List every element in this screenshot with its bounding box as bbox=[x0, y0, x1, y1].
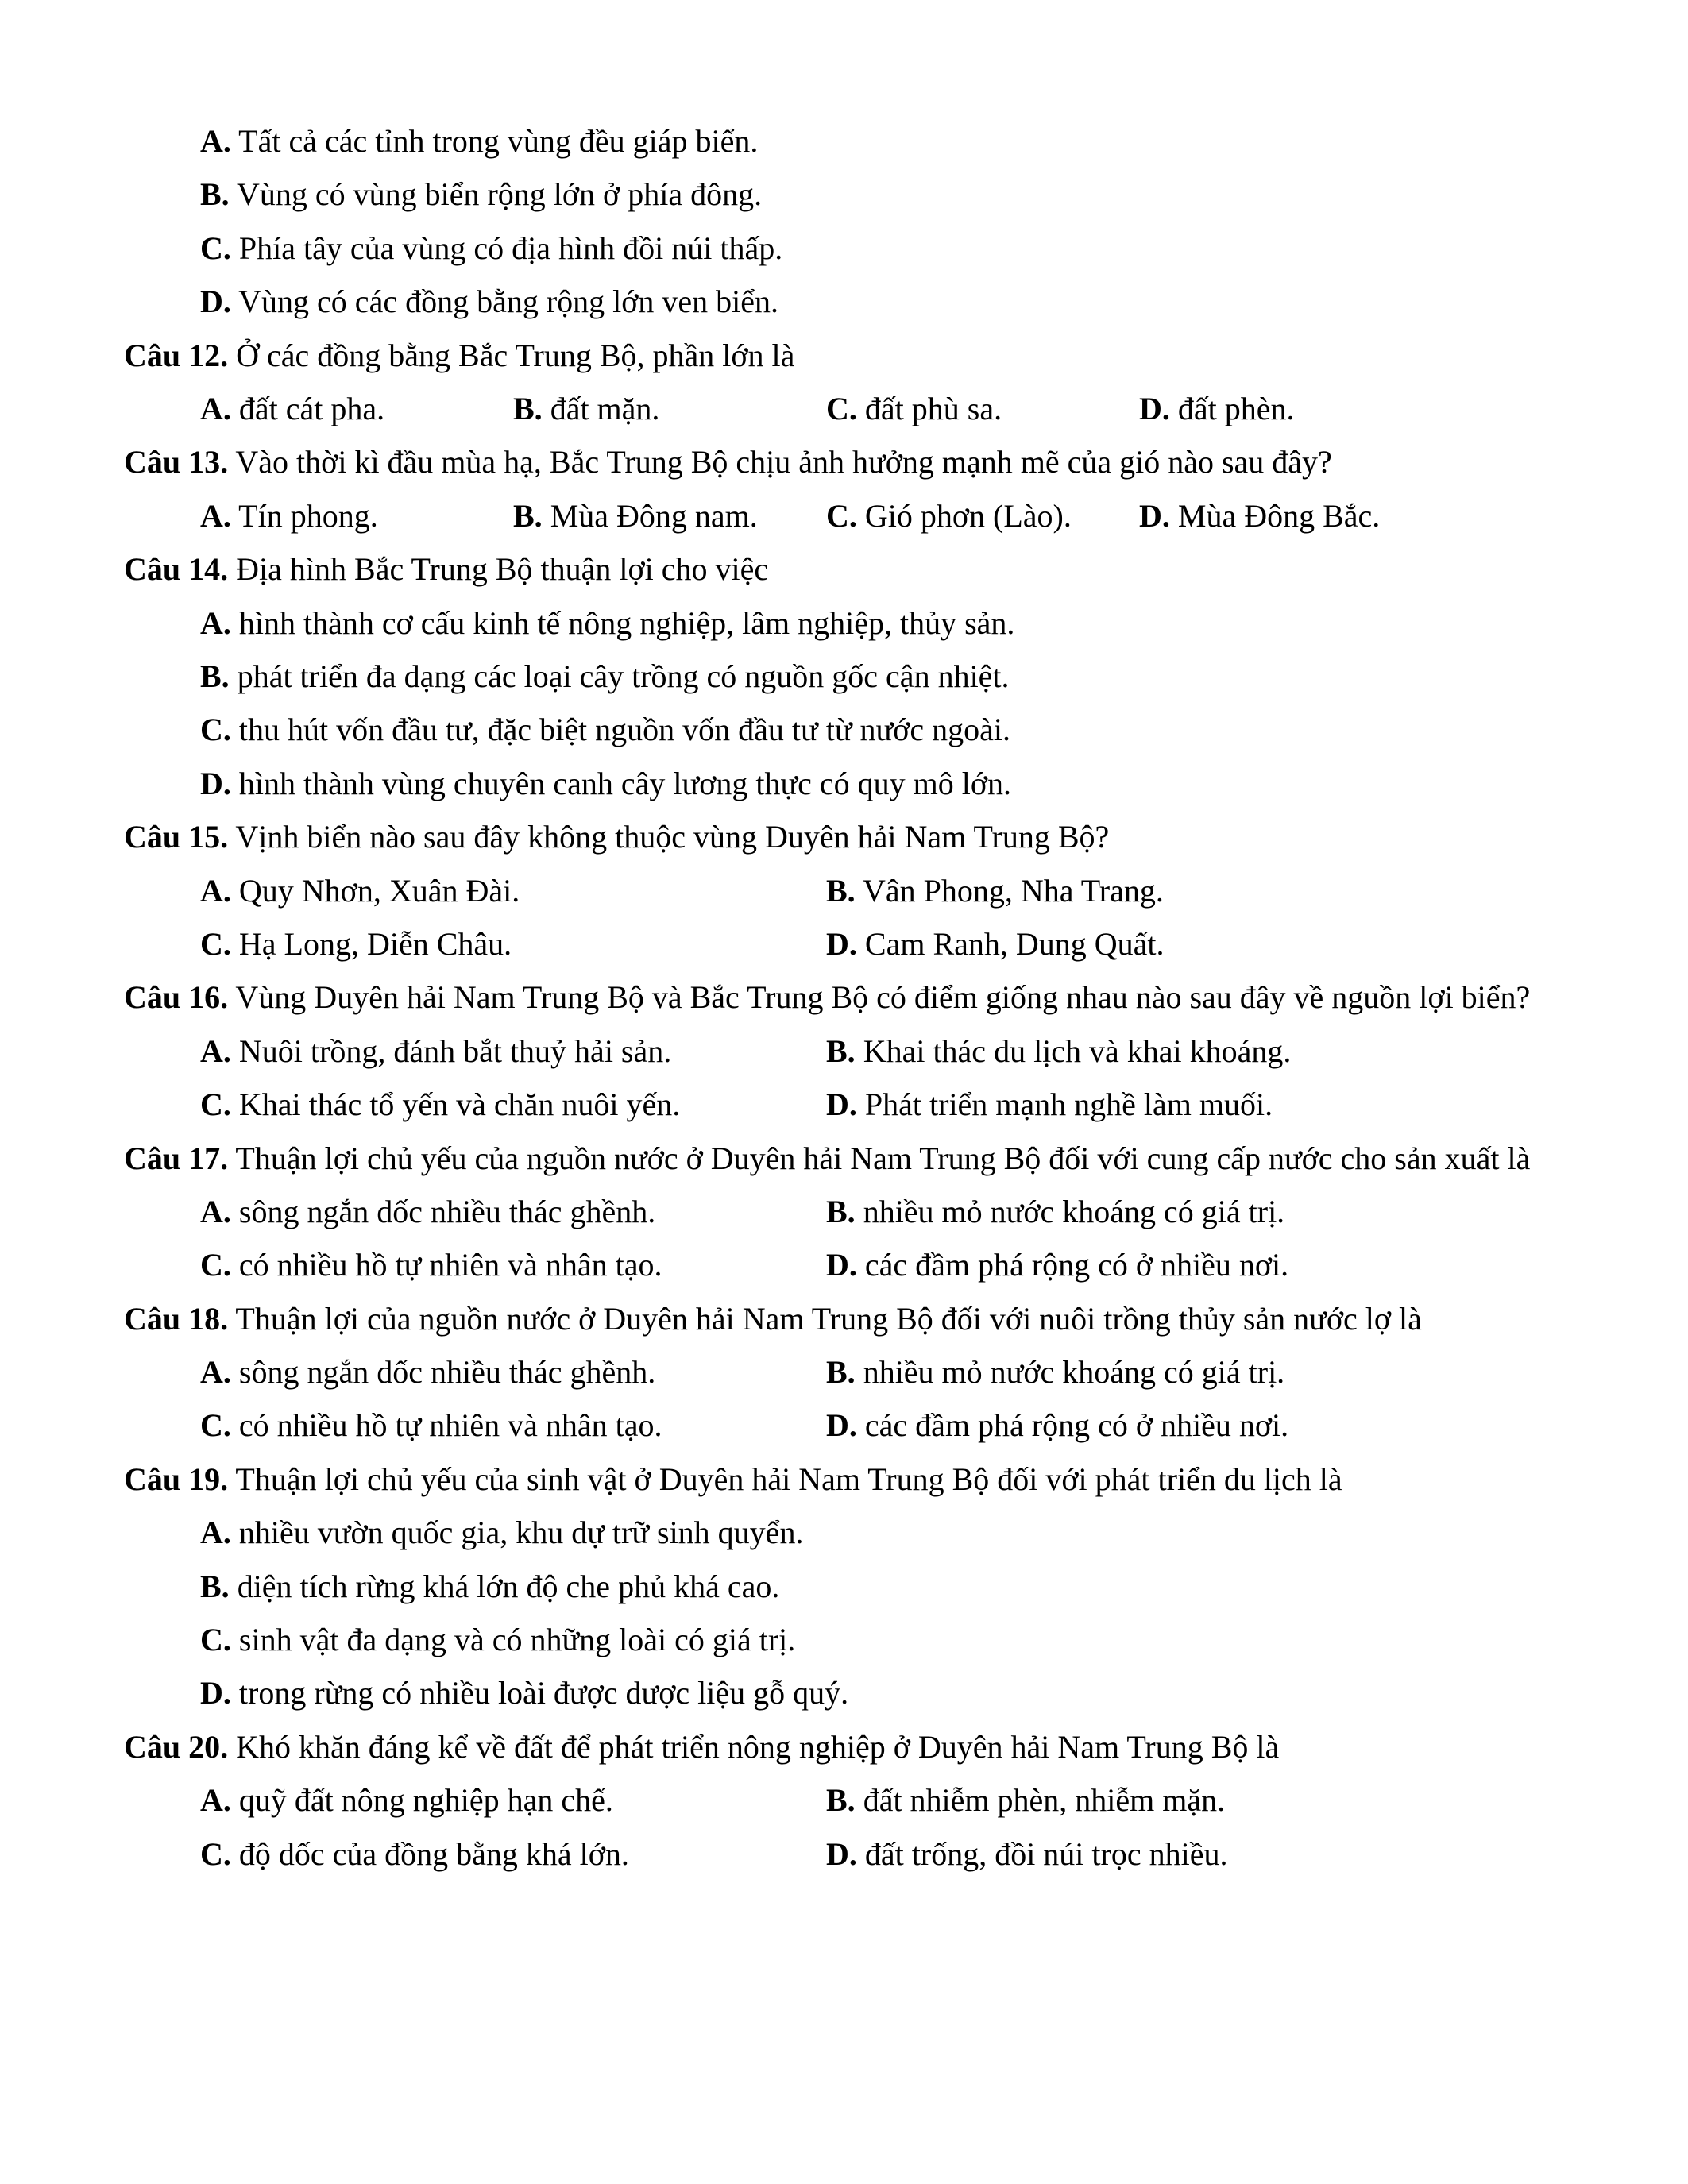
option-line: A. hình thành cơ cấu kinh tế nông nghiệp, lâm nghiệp, thủy sản. bbox=[200, 604, 1015, 641]
option-b: B. nhiều mỏ nước khoáng có giá trị. bbox=[826, 1193, 1285, 1229]
question-18-stem: Câu 18. Thuận lợi của nguồn nước ở Duyên hải Nam Trung Bộ đối với nuôi trồng thủy sản nước lợ là bbox=[124, 1300, 1422, 1337]
option-c: C. Khai thác tổ yến và chăn nuôi yến. bbox=[200, 1086, 681, 1123]
option-c: C. độ dốc của đồng bằng khá lớn. bbox=[200, 1835, 629, 1872]
option-d: D. Phát triển mạnh nghề làm muối. bbox=[826, 1086, 1273, 1123]
option-d: D. các đầm phá rộng có ở nhiều nơi. bbox=[826, 1247, 1289, 1283]
option-a: A. Quy Nhơn, Xuân Đài. bbox=[200, 872, 520, 909]
option-line: D. trong rừng có nhiều loài được dược liệu gỗ quý. bbox=[200, 1675, 849, 1711]
option-line: B. phát triển đa dạng các loại cây trồng có nguồn gốc cận nhiệt. bbox=[200, 658, 1010, 694]
option-line: A. nhiều vườn quốc gia, khu dự trữ sinh quyển. bbox=[200, 1515, 804, 1551]
option-b: B. đất mặn. bbox=[513, 390, 660, 426]
option-line: C. sinh vật đa dạng và có những loài có giá trị. bbox=[200, 1622, 796, 1658]
question-12-options bbox=[0, 382, 1688, 435]
option-c: C. đất phù sa. bbox=[826, 390, 1002, 426]
question-12-stem: Câu 12. Ở các đồng bằng Bắc Trung Bộ, phần lớn là bbox=[124, 337, 795, 373]
question-14-stem: Câu 14. Địa hình Bắc Trung Bộ thuận lợi cho việc bbox=[124, 551, 769, 588]
option-c: C. có nhiều hồ tự nhiên và nhân tạo. bbox=[200, 1407, 662, 1444]
question-17-options-row1 bbox=[0, 1185, 1688, 1238]
option-c: C. có nhiều hồ tự nhiên và nhân tạo. bbox=[200, 1247, 662, 1283]
option-line: D. hình thành vùng chuyên canh cây lương thực có quy mô lớn. bbox=[200, 765, 1012, 801]
option-c: C. Gió phơn (Lào). bbox=[826, 497, 1072, 534]
option-c: C. Hạ Long, Diễn Châu. bbox=[200, 925, 512, 962]
option-line: C. thu hút vốn đầu tư, đặc biệt nguồn vốn đầu tư từ nước ngoài. bbox=[200, 712, 1010, 748]
question-18-options-row2 bbox=[0, 1399, 1688, 1452]
option-a: A. Nuôi trồng, đánh bắt thuỷ hải sản. bbox=[200, 1032, 672, 1069]
option-line: D. Vùng có các đồng bằng rộng lớn ven biển. bbox=[200, 284, 779, 320]
option-b: B. Khai thác du lịch và khai khoáng. bbox=[826, 1032, 1292, 1069]
option-d: D. Cam Ranh, Dung Quất. bbox=[826, 925, 1165, 962]
option-b: B. Vân Phong, Nha Trang. bbox=[826, 872, 1164, 909]
question-15-options-row1 bbox=[0, 864, 1688, 917]
question-13-stem: Câu 13. Vào thời kì đầu mùa hạ, Bắc Trung Bộ chịu ảnh hưởng mạnh mẽ của gió nào sau đây? bbox=[124, 444, 1332, 480]
option-line: A. Tất cả các tỉnh trong vùng đều giáp biển. bbox=[200, 123, 759, 159]
question-18-options-row1 bbox=[0, 1345, 1688, 1399]
option-line: B. Vùng có vùng biển rộng lớn ở phía đông. bbox=[200, 176, 763, 213]
option-a: A. đất cát pha. bbox=[200, 390, 385, 426]
question-16-stem: Câu 16. Vùng Duyên hải Nam Trung Bộ và Bắc Trung Bộ có điểm giống nhau nào sau đây về nguồn lợi biển? bbox=[124, 979, 1531, 1016]
question-16-options-row2 bbox=[0, 1078, 1688, 1131]
question-17-stem: Câu 17. Thuận lợi chủ yếu của nguồn nước ở Duyên hải Nam Trung Bộ đối với cung cấp nước cho sản xuất là bbox=[124, 1140, 1531, 1176]
option-b: B. Mùa Đông nam. bbox=[513, 497, 758, 534]
option-d: D. Mùa Đông Bắc. bbox=[1139, 497, 1381, 534]
question-20-options-row2 bbox=[0, 1827, 1688, 1881]
option-a: A. sông ngắn dốc nhiều thác ghềnh. bbox=[200, 1193, 656, 1229]
top-margin bbox=[0, 0, 1688, 114]
question-15-options-row2 bbox=[0, 917, 1688, 970]
question-19-stem: Câu 19. Thuận lợi chủ yếu của sinh vật ở Duyên hải Nam Trung Bộ đối với phát triển du lịch là bbox=[124, 1461, 1342, 1497]
option-line: B. diện tích rừng khá lớn độ che phủ khá cao. bbox=[200, 1568, 780, 1604]
question-16-options-row1 bbox=[0, 1024, 1688, 1078]
question-20-options-row1 bbox=[0, 1773, 1688, 1827]
option-b: B. đất nhiễm phèn, nhiễm mặn. bbox=[826, 1782, 1226, 1819]
option-a: A. Tín phong. bbox=[200, 497, 378, 534]
option-b: B. nhiều mỏ nước khoáng có giá trị. bbox=[826, 1354, 1285, 1391]
option-a: A. quỹ đất nông nghiệp hạn chế. bbox=[200, 1782, 613, 1819]
option-line: C. Phía tây của vùng có địa hình đồi núi thấp. bbox=[200, 230, 783, 266]
question-15-stem: Câu 15. Vịnh biển nào sau đây không thuộc vùng Duyên hải Nam Trung Bộ? bbox=[124, 819, 1110, 855]
option-d: D. các đầm phá rộng có ở nhiều nơi. bbox=[826, 1407, 1289, 1444]
option-a: A. sông ngắn dốc nhiều thác ghềnh. bbox=[200, 1354, 656, 1391]
question-17-options-row2 bbox=[0, 1238, 1688, 1291]
option-d: D. đất phèn. bbox=[1139, 390, 1295, 426]
question-13-options bbox=[0, 489, 1688, 542]
question-20-stem: Câu 20. Khó khăn đáng kể về đất để phát triển nông nghiệp ở Duyên hải Nam Trung Bộ là bbox=[124, 1728, 1280, 1765]
option-d: D. đất trống, đồi núi trọc nhiều. bbox=[826, 1835, 1228, 1872]
